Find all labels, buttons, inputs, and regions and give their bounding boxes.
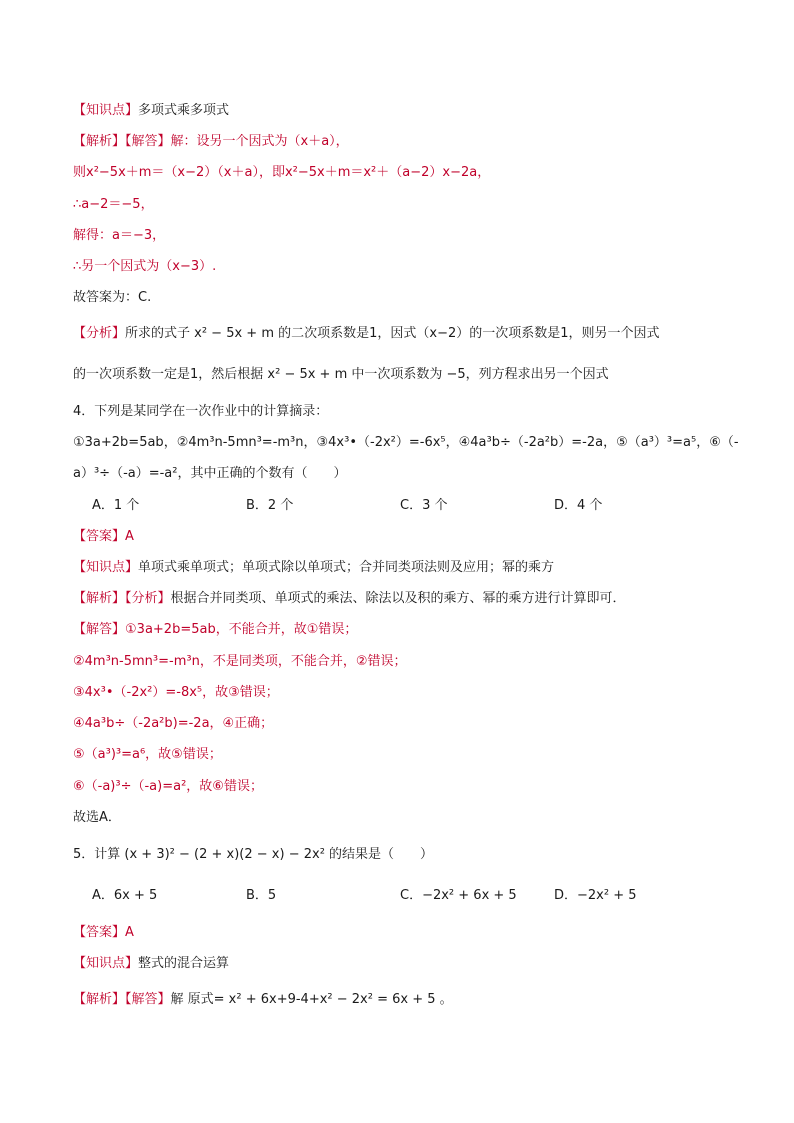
answer-tag: 【答案】 [73,529,126,544]
q4-option-d: D．4 个 [554,498,603,513]
analysis-intro: 解：设另一个因式为（x＋a）， [170,134,349,149]
analysis-tag: 【解析】【解答】 [73,134,171,149]
q4-option-a: A．1 个 [92,498,140,513]
jieda-tag: 【解答】 [73,622,126,637]
solution-1: ①3a+2b=5ab，不能合并，故①错误； [125,622,358,637]
fenxi-tag: 【分析】 [73,326,126,341]
q4-knowledge-line [73,559,554,577]
knowledge-tag: 【知识点】 [73,103,139,118]
q4-option-b: B．2 个 [246,498,294,513]
q3-solution-line-2: 则x²−5x＋m＝（x−2）（x＋a），即x²−5x＋m＝x²＋（a−2）x−2a， [73,165,491,180]
analysis-text: 解 原式= x² + 6x+9-4+x² − 2x² = 6x + 5 。 [170,992,453,1007]
q3-solution-line-3: ∴a−2＝−5， [73,197,154,212]
q4-option-c: C．3 个 [400,498,448,513]
q3-solution-line-4: 解得：a＝−3， [73,228,166,243]
q3-knowledge-line [73,102,229,120]
q5-knowledge-line [73,955,229,973]
knowledge-text: 单项式乘单项式；单项式除以单项式；合并同类项法则及应用；幂的乘方 [138,560,555,575]
knowledge-tag: 【知识点】 [73,560,139,575]
q4-solution-4: ④4a³b÷（-2a²b)=-2a，④正确； [73,716,274,731]
q4-stem: 4．下列是某同学在一次作业中的计算摘录： [73,404,329,419]
q4-answer-line [73,528,134,546]
q4-solution-3: ③4x³•（-2x²）=-8x⁵，故③错误； [73,685,279,700]
fenxi-text-1: 所求的式子 x² − 5x + m 的二次项系数是1，因式（x−2）的一次项系数是1，则另一个因式 [125,326,660,341]
q4-items-line-1: ①3a+2b=5ab，②4m³n-5mn³=-m³n，③4x³•（-2x²）=-6x⁵，④4a³b÷（-2a²b）=-2a，⑤（a³）³=a⁵，⑥（- [73,435,739,450]
q5-option-c: C．−2x² + 6x + 5 [400,888,517,903]
answer-value: A [125,529,134,544]
q3-fenxi-line-2: 的一次项系数一定是1，然后根据 x² − 5x + m 中一次项系数为 −5，列方程求出另一个因式 [73,367,609,382]
q5-analysis-line [73,991,453,1009]
knowledge-tag: 【知识点】 [73,956,139,971]
q4-solution-2: ②4m³n-5mn³=-m³n，不是同类项，不能合并，②错误； [73,654,407,669]
q4-jieda-line [73,621,357,639]
q3-final-answer: 故答案为：C. [73,290,152,305]
q5-stem: 5．计算 (x + 3)² − (2 + x)(2 − x) − 2x² 的结果是（ ） [73,847,434,862]
analysis-tag: 【解析】【解答】 [73,992,171,1007]
q5-option-d: D．−2x² + 5 [554,888,637,903]
q4-items-line-2: a）³÷（-a）=-a²，其中正确的个数有（ ） [73,466,347,481]
answer-value: A [125,925,134,940]
q5-answer-line [73,924,134,942]
q4-solution-6: ⑥（-a)³÷（-a)=a²，故⑥错误； [73,779,263,794]
analysis-tag: 【解析】【分析】 [73,591,171,606]
q5-option-a: A．6x + 5 [92,888,158,903]
q3-solution-line-5: ∴另一个因式为（x−3）. [73,259,217,274]
q4-final-answer: 故选A． [73,810,121,825]
q3-analysis-line [73,133,349,151]
q5-option-b: B．5 [246,888,277,903]
q4-solution-5: ⑤（a³)³=a⁶，故⑤错误； [73,747,222,762]
q4-analysis-line [73,590,626,608]
knowledge-text: 整式的混合运算 [138,956,230,971]
answer-tag: 【答案】 [73,925,126,940]
q3-fenxi-line-1 [73,325,660,343]
knowledge-text: 多项式乘多项式 [138,103,230,118]
analysis-text: 根据合并同类项、单项式的乘法、除法以及积的乘方、幂的乘方进行计算即可． [170,591,626,606]
